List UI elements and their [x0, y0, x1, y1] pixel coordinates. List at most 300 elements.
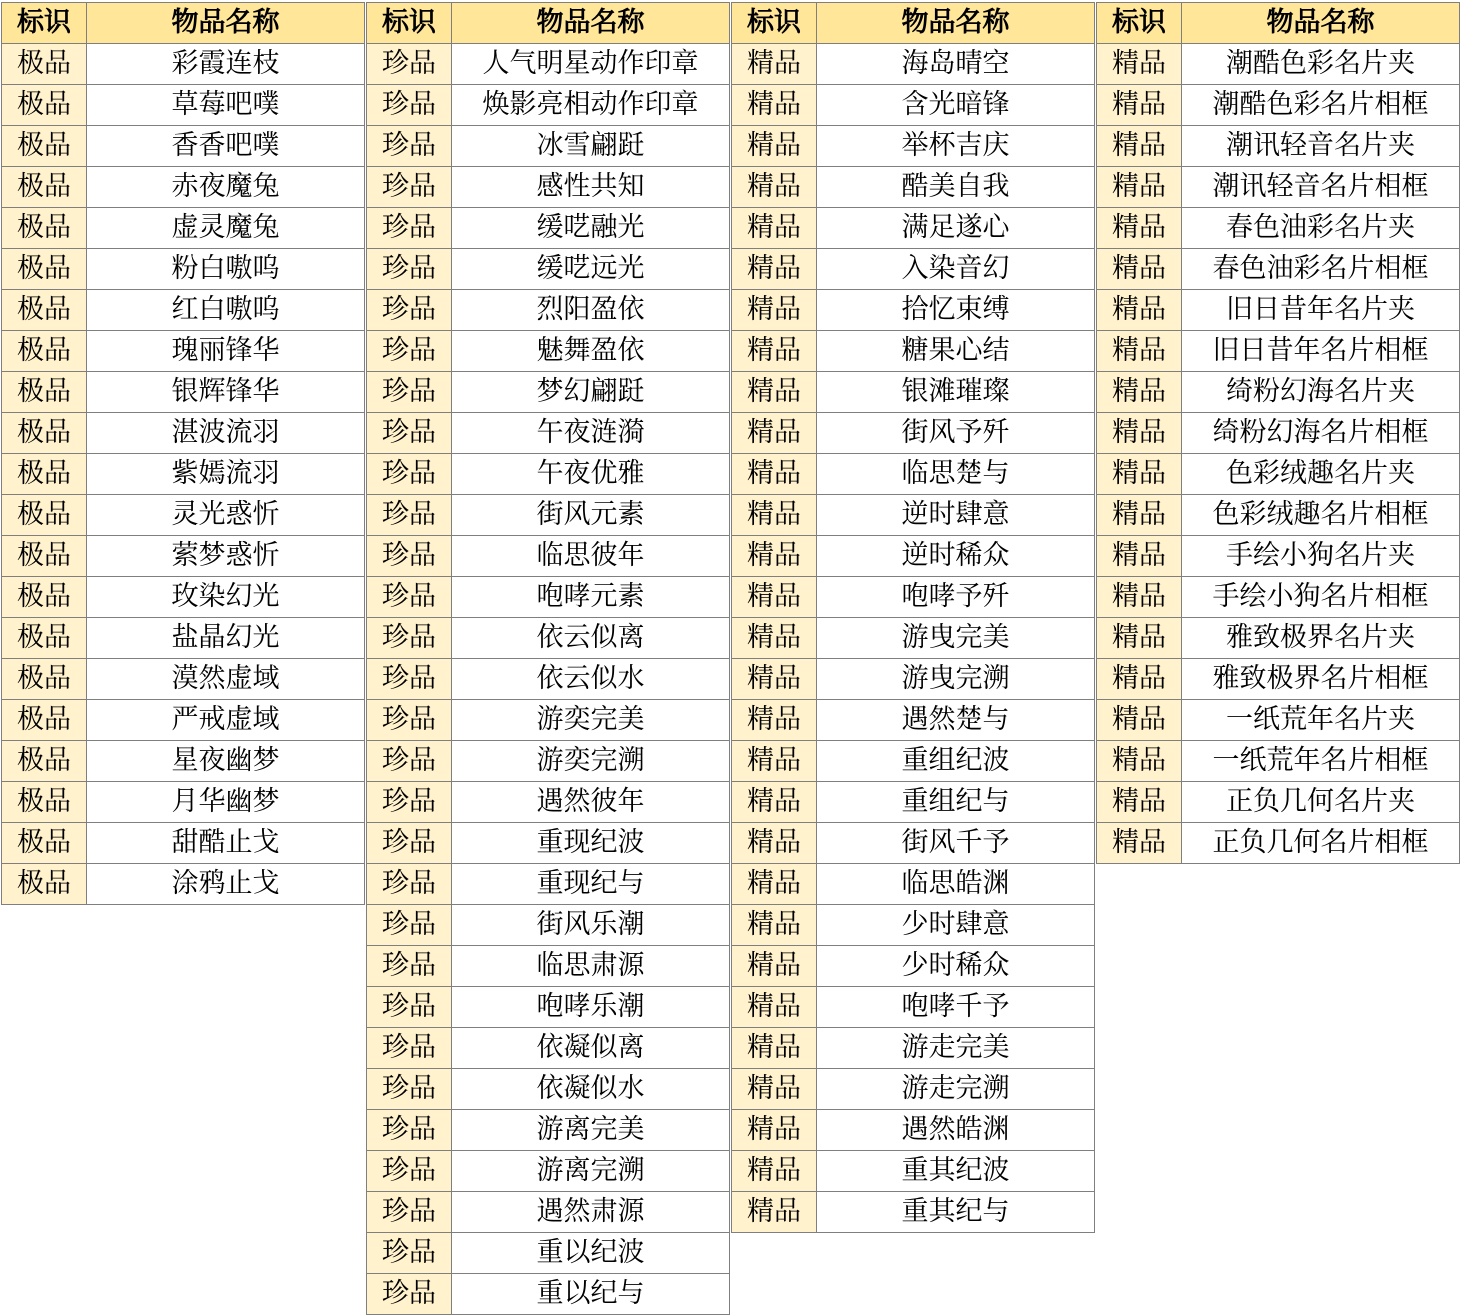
table-row [367, 577, 730, 618]
item-name-cell: 漠然虚域 [87, 659, 365, 700]
table-row [732, 249, 1095, 290]
tag-cell: 极品 [2, 700, 87, 741]
header-row [732, 3, 1095, 44]
tag-cell: 精品 [732, 372, 817, 413]
table-row [2, 495, 365, 536]
item-name-cell: 紫嫣流羽 [87, 454, 365, 495]
tag-cell: 精品 [1097, 536, 1182, 577]
tag-cell: 珍品 [367, 331, 452, 372]
table-row [367, 1028, 730, 1069]
tag-cell: 精品 [732, 577, 817, 618]
item-name-cell: 重其纪波 [817, 1151, 1095, 1192]
table-row [732, 495, 1095, 536]
tag-cell: 极品 [2, 249, 87, 290]
item-name-cell: 雅致极界名片夹 [1182, 618, 1460, 659]
tag-cell: 极品 [2, 126, 87, 167]
table-row [2, 864, 365, 905]
table-row [2, 331, 365, 372]
item-name-cell: 旧日昔年名片夹 [1182, 290, 1460, 331]
item-name-cell: 甜酷止戈 [87, 823, 365, 864]
tag-cell: 精品 [732, 85, 817, 126]
tag-cell: 精品 [1097, 413, 1182, 454]
table-row [732, 167, 1095, 208]
item-name-cell: 雅致极界名片相框 [1182, 659, 1460, 700]
tag-cell: 极品 [2, 864, 87, 905]
item-name-cell: 潮讯轻音名片相框 [1182, 167, 1460, 208]
table-row [2, 618, 365, 659]
table-row [1097, 290, 1460, 331]
tag-cell: 精品 [1097, 454, 1182, 495]
item-name-cell: 一纸荒年名片夹 [1182, 700, 1460, 741]
tag-cell: 精品 [732, 659, 817, 700]
item-name-cell: 游奕完溯 [452, 741, 730, 782]
tag-cell: 精品 [732, 618, 817, 659]
item-name-cell: 街风乐潮 [452, 905, 730, 946]
tag-cell: 珍品 [367, 1069, 452, 1110]
item-name-cell: 玫染幻光 [87, 577, 365, 618]
tag-cell: 精品 [1097, 85, 1182, 126]
item-name-cell: 粉白嗷呜 [87, 249, 365, 290]
item-name-cell: 遇然彼年 [452, 782, 730, 823]
table-row [367, 905, 730, 946]
item-name-cell: 遇然皓渊 [817, 1110, 1095, 1151]
table-row [732, 741, 1095, 782]
tag-cell: 精品 [732, 1192, 817, 1233]
table-row [732, 577, 1095, 618]
item-name-cell: 瑰丽锋华 [87, 331, 365, 372]
table-row [2, 577, 365, 618]
tag-cell: 珍品 [367, 126, 452, 167]
table-row [1097, 700, 1460, 741]
tag-cell: 珍品 [367, 577, 452, 618]
tag-cell: 极品 [2, 208, 87, 249]
header-item-name: 物品名称 [1182, 3, 1460, 44]
table-row [2, 454, 365, 495]
table-row [367, 1110, 730, 1151]
table-row [2, 290, 365, 331]
item-name-cell: 梦幻翩跹 [452, 372, 730, 413]
tag-cell: 珍品 [367, 1233, 452, 1274]
tag-cell: 精品 [732, 331, 817, 372]
tag-cell: 精品 [1097, 823, 1182, 864]
table-row [732, 823, 1095, 864]
table-row [367, 987, 730, 1028]
item-name-cell: 重组纪与 [817, 782, 1095, 823]
table-row [367, 536, 730, 577]
tag-cell: 精品 [732, 1028, 817, 1069]
table-row [1097, 577, 1460, 618]
table-row [367, 372, 730, 413]
item-name-cell: 焕影亮相动作印章 [452, 85, 730, 126]
item-name-cell: 重其纪与 [817, 1192, 1095, 1233]
table-row [367, 454, 730, 495]
tag-cell: 珍品 [367, 659, 452, 700]
header-tag: 标识 [2, 3, 87, 44]
table-row [2, 536, 365, 577]
table-row [2, 208, 365, 249]
tag-cell: 精品 [1097, 208, 1182, 249]
table-row [367, 659, 730, 700]
table-row [1097, 495, 1460, 536]
tag-cell: 珍品 [367, 44, 452, 85]
item-name-cell: 重现纪波 [452, 823, 730, 864]
table-row [2, 44, 365, 85]
table-row [2, 782, 365, 823]
item-name-cell: 重以纪波 [452, 1233, 730, 1274]
item-name-cell: 游走完美 [817, 1028, 1095, 1069]
tag-cell: 珍品 [367, 1110, 452, 1151]
item-name-cell: 烈阳盈依 [452, 290, 730, 331]
item-name-cell: 街风元素 [452, 495, 730, 536]
item-name-cell: 逆时稀众 [817, 536, 1095, 577]
item-name-cell: 银滩璀璨 [817, 372, 1095, 413]
tag-cell: 珍品 [367, 741, 452, 782]
tag-cell: 精品 [1097, 741, 1182, 782]
item-name-cell: 游离完溯 [452, 1151, 730, 1192]
item-name-cell: 香香吧噗 [87, 126, 365, 167]
header-row [2, 3, 365, 44]
table-row [1097, 413, 1460, 454]
tag-cell: 精品 [1097, 372, 1182, 413]
table-row [2, 413, 365, 454]
tag-cell: 极品 [2, 618, 87, 659]
item-name-cell: 含光暗锋 [817, 85, 1095, 126]
tag-cell: 精品 [732, 44, 817, 85]
table-row [367, 1069, 730, 1110]
tag-cell: 精品 [732, 454, 817, 495]
header-tag: 标识 [732, 3, 817, 44]
table-row [367, 331, 730, 372]
item-name-cell: 依云似水 [452, 659, 730, 700]
item-name-cell: 人气明星动作印章 [452, 44, 730, 85]
tag-cell: 精品 [1097, 577, 1182, 618]
item-name-cell: 湛波流羽 [87, 413, 365, 454]
tag-cell: 精品 [732, 1151, 817, 1192]
item-name-cell: 游离完美 [452, 1110, 730, 1151]
tag-cell: 精品 [732, 741, 817, 782]
item-name-cell: 街风千予 [817, 823, 1095, 864]
table-row [732, 1192, 1095, 1233]
tag-cell: 精品 [732, 946, 817, 987]
item-name-cell: 灵光惑忻 [87, 495, 365, 536]
header-row [367, 3, 730, 44]
item-name-cell: 临思楚与 [817, 454, 1095, 495]
tag-cell: 精品 [732, 864, 817, 905]
item-name-cell: 涂鸦止戈 [87, 864, 365, 905]
table-row [732, 1151, 1095, 1192]
tag-cell: 极品 [2, 495, 87, 536]
table-row [367, 290, 730, 331]
table-row [2, 126, 365, 167]
tag-cell: 精品 [732, 823, 817, 864]
item-name-cell: 咆哮千予 [817, 987, 1095, 1028]
item-name-cell: 彩霞连枝 [87, 44, 365, 85]
item-name-cell: 一纸荒年名片相框 [1182, 741, 1460, 782]
table-row [732, 536, 1095, 577]
item-name-cell: 依凝似水 [452, 1069, 730, 1110]
tag-cell: 珍品 [367, 823, 452, 864]
item-name-cell: 缓呓融光 [452, 208, 730, 249]
item-name-cell: 手绘小狗名片夹 [1182, 536, 1460, 577]
item-name-cell: 重现纪与 [452, 864, 730, 905]
tag-cell: 精品 [732, 700, 817, 741]
item-name-cell: 举杯吉庆 [817, 126, 1095, 167]
table-row [2, 85, 365, 126]
item-name-cell: 潮酷色彩名片夹 [1182, 44, 1460, 85]
item-name-cell: 魅舞盈依 [452, 331, 730, 372]
item-name-cell: 正负几何名片相框 [1182, 823, 1460, 864]
tag-cell: 极品 [2, 454, 87, 495]
item-name-cell: 重组纪波 [817, 741, 1095, 782]
table-row [732, 126, 1095, 167]
tag-cell: 珍品 [367, 1028, 452, 1069]
tag-cell: 珍品 [367, 536, 452, 577]
item-table-2 [731, 2, 1095, 1233]
header-row [1097, 3, 1460, 44]
item-name-cell: 咆哮元素 [452, 577, 730, 618]
tag-cell: 极品 [2, 823, 87, 864]
tag-cell: 精品 [1097, 44, 1182, 85]
item-name-cell: 午夜优雅 [452, 454, 730, 495]
table-row [367, 495, 730, 536]
table-row [2, 249, 365, 290]
item-name-cell: 游走完溯 [817, 1069, 1095, 1110]
tag-cell: 精品 [732, 1069, 817, 1110]
table-row [1097, 372, 1460, 413]
table-row [732, 372, 1095, 413]
item-name-cell: 红白嗷呜 [87, 290, 365, 331]
tag-cell: 珍品 [367, 413, 452, 454]
item-name-cell: 缓呓远光 [452, 249, 730, 290]
tag-cell: 精品 [1097, 495, 1182, 536]
tag-cell: 精品 [1097, 331, 1182, 372]
tag-cell: 珍品 [367, 454, 452, 495]
table-row [732, 946, 1095, 987]
tag-cell: 极品 [2, 372, 87, 413]
tag-cell: 珍品 [367, 700, 452, 741]
header-item-name: 物品名称 [817, 3, 1095, 44]
table-row [732, 208, 1095, 249]
item-name-cell: 草莓吧噗 [87, 85, 365, 126]
item-name-cell: 临思彼年 [452, 536, 730, 577]
tag-cell: 珍品 [367, 85, 452, 126]
item-name-cell: 春色油彩名片相框 [1182, 249, 1460, 290]
item-name-cell: 虚灵魔兔 [87, 208, 365, 249]
table-row [1097, 782, 1460, 823]
table-row [732, 454, 1095, 495]
tag-cell: 珍品 [367, 987, 452, 1028]
tag-cell: 精品 [732, 495, 817, 536]
tag-cell: 精品 [1097, 290, 1182, 331]
item-name-cell: 少时稀众 [817, 946, 1095, 987]
table-row [367, 618, 730, 659]
table-row [367, 126, 730, 167]
item-name-cell: 街风予歼 [817, 413, 1095, 454]
table-row [1097, 618, 1460, 659]
tag-cell: 极品 [2, 167, 87, 208]
table-row [367, 85, 730, 126]
tag-cell: 精品 [732, 290, 817, 331]
tag-cell: 珍品 [367, 1274, 452, 1315]
item-name-cell: 感性共知 [452, 167, 730, 208]
tag-cell: 精品 [732, 249, 817, 290]
table-row [732, 618, 1095, 659]
item-name-cell: 赤夜魔兔 [87, 167, 365, 208]
table-row [367, 1274, 730, 1315]
tag-cell: 珍品 [367, 372, 452, 413]
tag-cell: 极品 [2, 577, 87, 618]
table-row [1097, 454, 1460, 495]
table-row [732, 1028, 1095, 1069]
tag-cell: 珍品 [367, 167, 452, 208]
table-row [732, 85, 1095, 126]
table-row [732, 700, 1095, 741]
item-name-cell: 酷美自我 [817, 167, 1095, 208]
item-name-cell: 遇然楚与 [817, 700, 1095, 741]
header-tag: 标识 [367, 3, 452, 44]
table-row [367, 249, 730, 290]
table-row [732, 1069, 1095, 1110]
item-name-cell: 正负几何名片夹 [1182, 782, 1460, 823]
tag-cell: 精品 [732, 126, 817, 167]
tag-cell: 极品 [2, 536, 87, 577]
item-name-cell: 咆哮乐潮 [452, 987, 730, 1028]
tag-cell: 精品 [732, 782, 817, 823]
item-name-cell: 糖果心结 [817, 331, 1095, 372]
item-name-cell: 潮讯轻音名片夹 [1182, 126, 1460, 167]
tag-cell: 珍品 [367, 864, 452, 905]
item-table-3 [1096, 2, 1460, 864]
tag-cell: 珍品 [367, 618, 452, 659]
item-name-cell: 入染音幻 [817, 249, 1095, 290]
item-name-cell: 色彩绒趣名片相框 [1182, 495, 1460, 536]
table-row [1097, 823, 1460, 864]
tag-cell: 极品 [2, 782, 87, 823]
item-name-cell: 临思皓渊 [817, 864, 1095, 905]
tag-cell: 极品 [2, 85, 87, 126]
item-name-cell: 绮粉幻海名片相框 [1182, 413, 1460, 454]
tag-cell: 精品 [1097, 249, 1182, 290]
tag-cell: 精品 [732, 413, 817, 454]
item-name-cell: 午夜涟漪 [452, 413, 730, 454]
tag-cell: 精品 [732, 536, 817, 577]
table-row [1097, 331, 1460, 372]
table-row [367, 413, 730, 454]
tag-cell: 极品 [2, 290, 87, 331]
table-row [367, 782, 730, 823]
table-row [1097, 536, 1460, 577]
table-row [732, 1110, 1095, 1151]
table-row [367, 1233, 730, 1274]
tag-cell: 极品 [2, 659, 87, 700]
item-name-cell: 星夜幽梦 [87, 741, 365, 782]
table-row [732, 290, 1095, 331]
table-row [2, 823, 365, 864]
item-name-cell: 盐晶幻光 [87, 618, 365, 659]
table-row [2, 659, 365, 700]
table-row [732, 905, 1095, 946]
table-row [1097, 85, 1460, 126]
tag-cell: 珍品 [367, 1192, 452, 1233]
tag-cell: 珍品 [367, 1151, 452, 1192]
tag-cell: 精品 [732, 167, 817, 208]
item-name-cell: 潮酷色彩名片相框 [1182, 85, 1460, 126]
table-row [1097, 167, 1460, 208]
tag-cell: 精品 [1097, 700, 1182, 741]
table-row [367, 864, 730, 905]
tag-cell: 极品 [2, 413, 87, 454]
tag-cell: 精品 [1097, 126, 1182, 167]
item-name-cell: 依凝似离 [452, 1028, 730, 1069]
item-name-cell: 咆哮予歼 [817, 577, 1095, 618]
table-row [367, 741, 730, 782]
table-row [367, 1192, 730, 1233]
tag-cell: 精品 [1097, 167, 1182, 208]
table-row [1097, 208, 1460, 249]
table-row [1097, 44, 1460, 85]
item-name-cell: 逆时肆意 [817, 495, 1095, 536]
table-row [367, 823, 730, 864]
table-row [367, 1151, 730, 1192]
table-row [2, 741, 365, 782]
table-row [732, 44, 1095, 85]
table-row [732, 782, 1095, 823]
item-table-1 [366, 2, 730, 1315]
tag-cell: 珍品 [367, 946, 452, 987]
item-name-cell: 色彩绒趣名片夹 [1182, 454, 1460, 495]
table-row [732, 864, 1095, 905]
tag-cell: 珍品 [367, 905, 452, 946]
table-row [367, 44, 730, 85]
item-name-cell: 满足遂心 [817, 208, 1095, 249]
table-row [1097, 126, 1460, 167]
table-row [732, 413, 1095, 454]
item-name-cell: 临思肃源 [452, 946, 730, 987]
header-tag: 标识 [1097, 3, 1182, 44]
table-row [2, 167, 365, 208]
item-name-cell: 绮粉幻海名片夹 [1182, 372, 1460, 413]
item-name-cell: 依云似离 [452, 618, 730, 659]
tag-cell: 珍品 [367, 208, 452, 249]
tag-cell: 精品 [1097, 782, 1182, 823]
tag-cell: 精品 [1097, 618, 1182, 659]
tag-cell: 精品 [732, 1110, 817, 1151]
item-name-cell: 银辉锋华 [87, 372, 365, 413]
tag-cell: 精品 [732, 987, 817, 1028]
item-name-cell: 手绘小狗名片相框 [1182, 577, 1460, 618]
item-name-cell: 春色油彩名片夹 [1182, 208, 1460, 249]
table-row [2, 700, 365, 741]
header-item-name: 物品名称 [87, 3, 365, 44]
tag-cell: 极品 [2, 741, 87, 782]
tag-cell: 精品 [1097, 659, 1182, 700]
item-name-cell: 游曳完美 [817, 618, 1095, 659]
item-name-cell: 冰雪翩跹 [452, 126, 730, 167]
item-name-cell: 游曳完溯 [817, 659, 1095, 700]
item-name-cell: 少时肆意 [817, 905, 1095, 946]
tag-cell: 珍品 [367, 290, 452, 331]
tag-cell: 精品 [732, 208, 817, 249]
table-row [1097, 741, 1460, 782]
table-row [2, 372, 365, 413]
table-row [367, 208, 730, 249]
item-name-cell: 旧日昔年名片相框 [1182, 331, 1460, 372]
tag-cell: 精品 [732, 905, 817, 946]
tag-cell: 极品 [2, 331, 87, 372]
table-row [367, 700, 730, 741]
tag-cell: 珍品 [367, 495, 452, 536]
item-name-cell: 拾忆束缚 [817, 290, 1095, 331]
